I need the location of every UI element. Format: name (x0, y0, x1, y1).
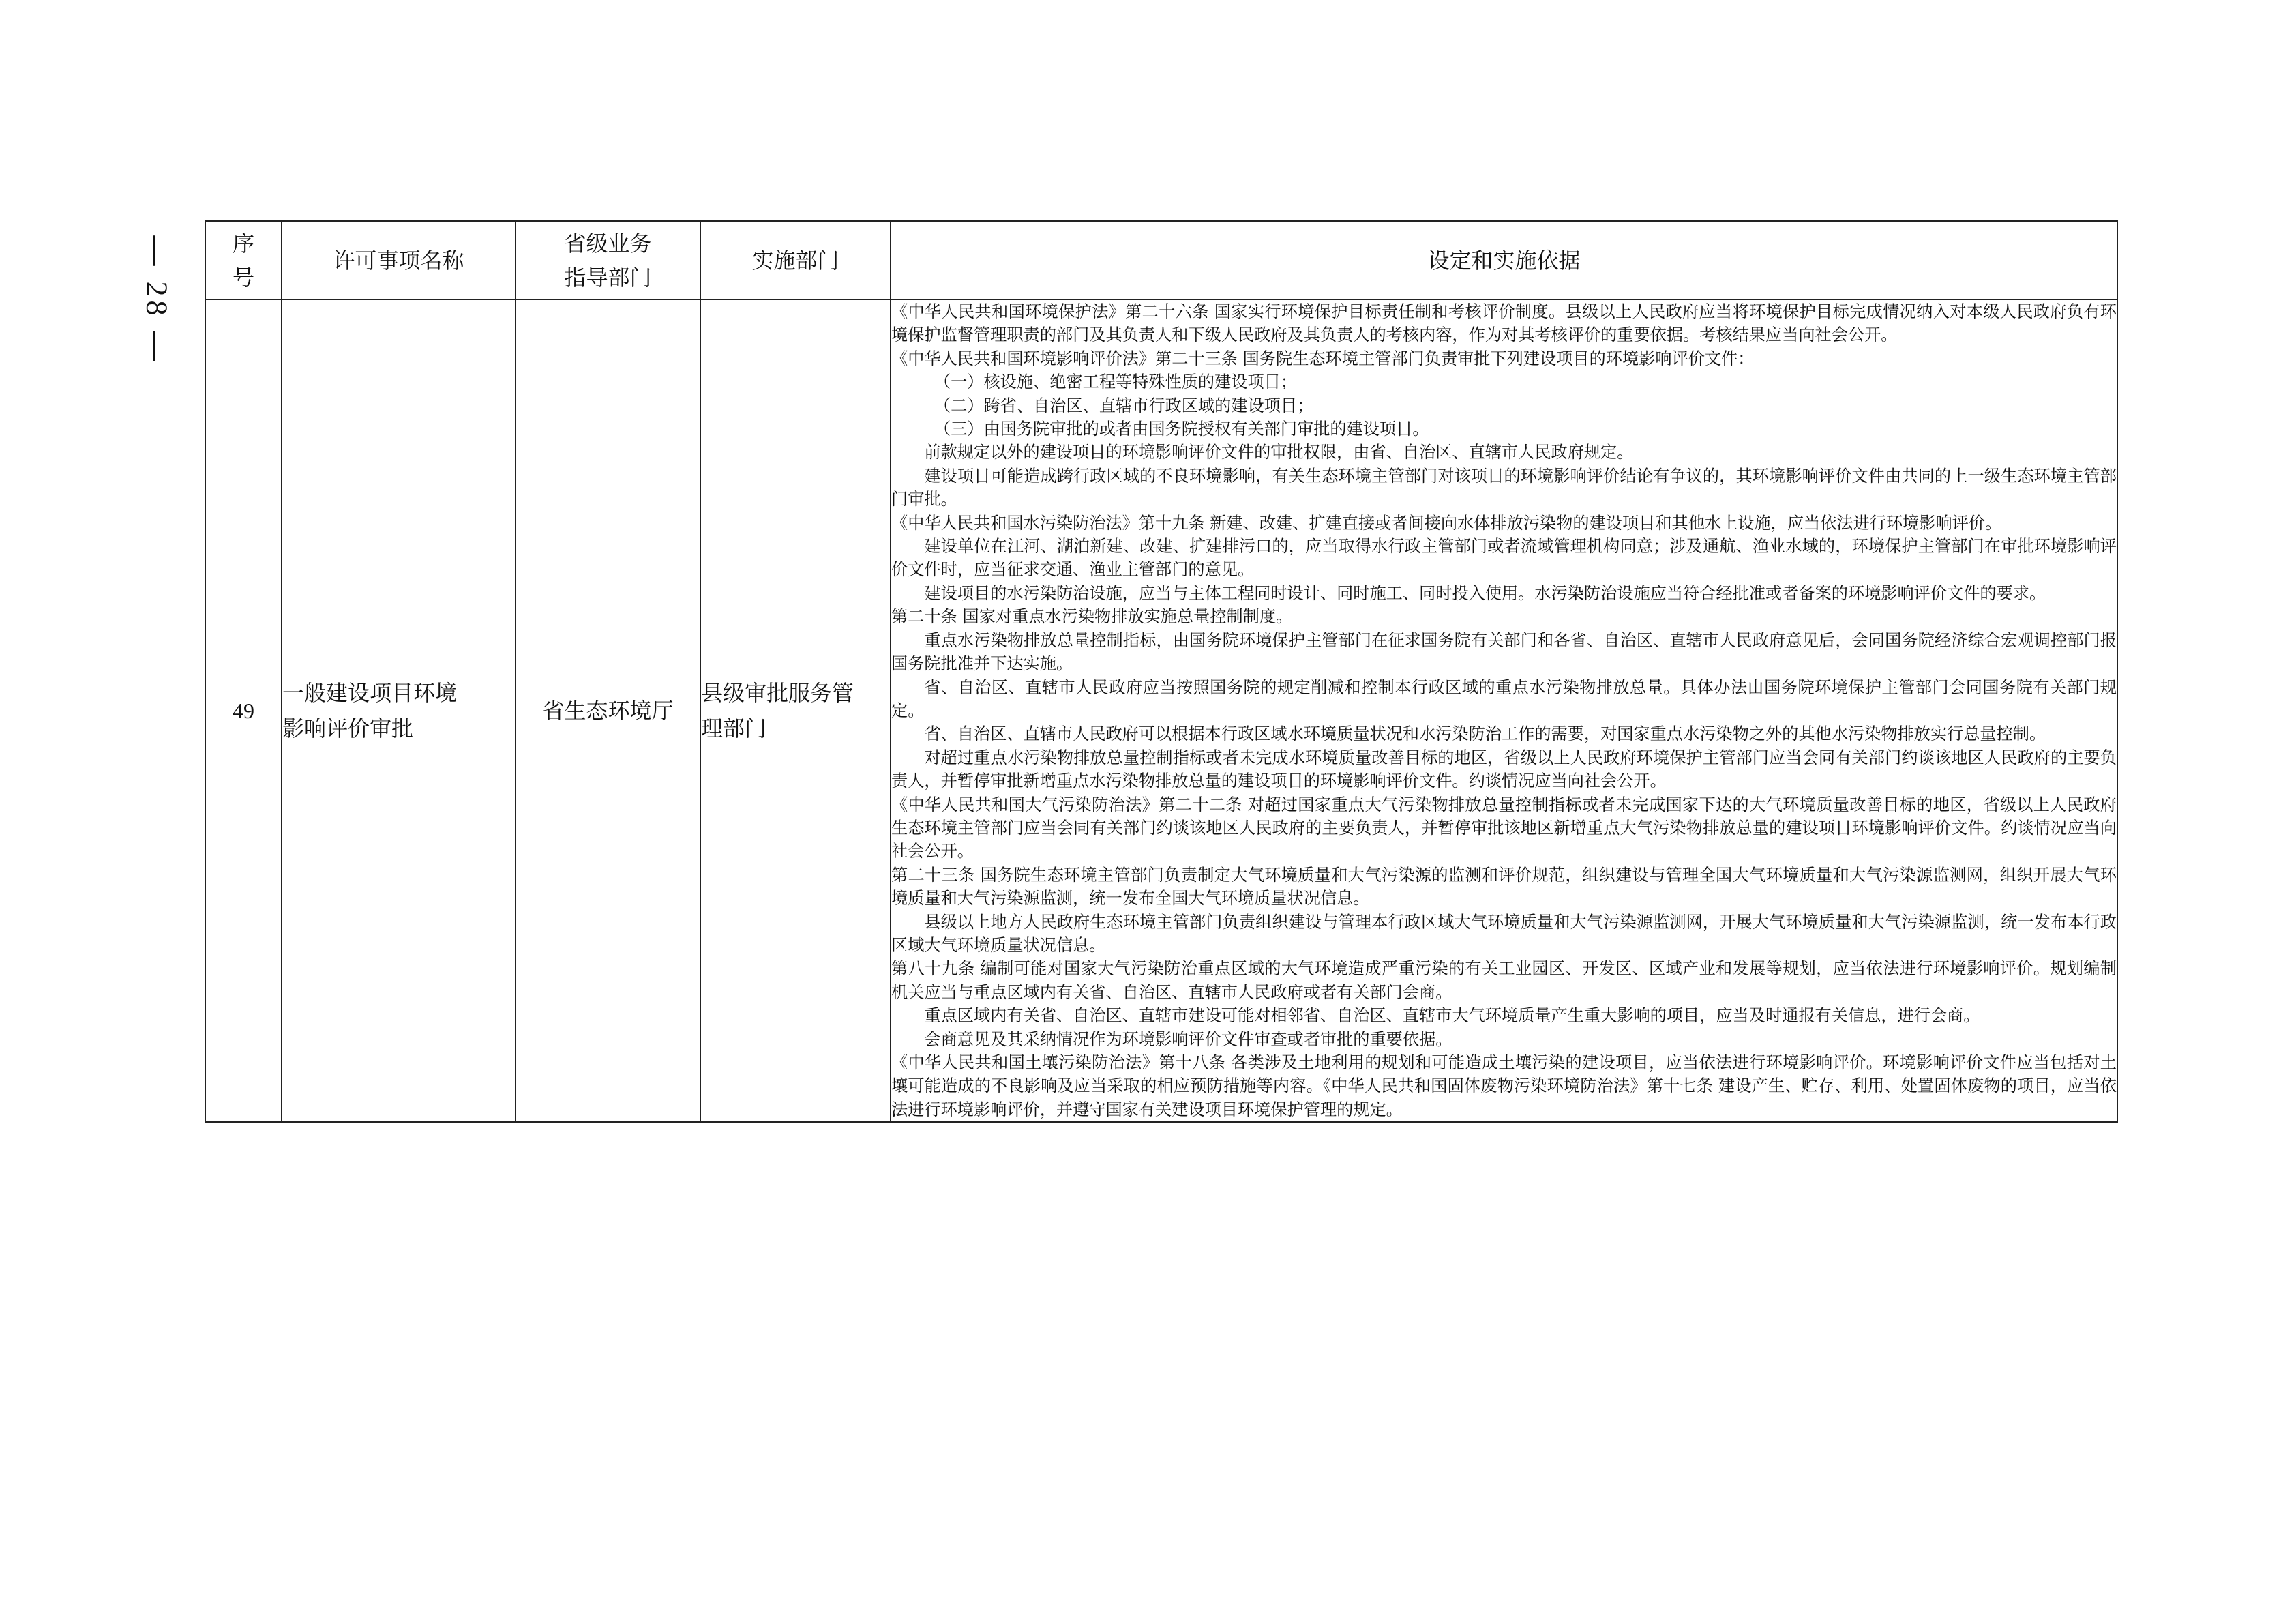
basis-paragraph: 《中华人民共和国环境保护法》第二十六条 国家实行环境保护目标责任制和考核评价制度。县级以上人民政府应当将环境保护目标完成情况纳入对本级人民政府负有环境保护监督管理职责的部门及其负责人和下级人民政府及其负责人的考核内容，作为对其考核评价的重要依据。考核结果应当向社会公开。 (891, 302, 2117, 345)
row-basis (891, 299, 2117, 1122)
basis-paragraph: 对超过重点水污染物排放总量控制指标或者未完成水环境质量改善目标的地区，省级以上人民政府环境保护主管部门应当会同有关部门约谈该地区人民政府的主要负责人，并暂停审批新增重点水污染物排放总量的建设项目的环境影响评价文件。约谈情况应当向社会公开。 (891, 748, 2117, 791)
basis-paragraph: 前款规定以外的建设项目的环境影响评价文件的审批权限，由省、自治区、直辖市人民政府规定。 (924, 443, 1634, 462)
basis-paragraph: 省、自治区、直辖市人民政府应当按照国务院的规定削减和控制本行政区域的重点水污染物排放总量。具体办法由国务院环境保护主管部门会同国务院有关部门规定。 (891, 677, 2117, 720)
basis-paragraph: 第二十条 国家对重点水污染物排放实施总量控制制度。 (891, 607, 1293, 627)
basis-paragraph: （一）核设施、绝密工程等特殊性质的建设项目； (934, 372, 1298, 392)
basis-paragraph: 重点区域内有关省、自治区、直辖市建设可能对相邻省、自治区、直辖市大气环境质量产生重大影响的项目，应当及时通报有关信息，进行会商。 (924, 1006, 1980, 1026)
row-seq: 49 (205, 299, 282, 1122)
basis-paragraph: （二）跨省、自治区、直辖市行政区域的建设项目； (934, 396, 1314, 415)
basis-paragraph: 省、自治区、直辖市人民政府可以根据本行政区域水环境质量状况和水污染防治工作的需要，对国家重点水污染物之外的其他水污染物排放实行总量控制。 (924, 724, 2046, 744)
table-header-row (205, 221, 2117, 299)
header-seq: 序号 (205, 221, 282, 299)
basis-paragraph: 《中华人民共和国大气污染防治法》第二十二条 对超过国家重点大气污染物排放总量控制指标或者未完成国家下达的大气环境质量改善目标的地区，省级以上人民政府生态环境主管部门应当会同有关部门约谈该地区人民政府的主要负责人，并暂停审批该地区新增重点大气污染物排放总量的建设项目环境影响评价文件。约谈情况应当向社会公开。 (891, 795, 2117, 861)
basis-paragraph: 建设单位在江河、湖泊新建、改建、扩建排污口的，应当取得水行政主管部门或者流域管理机构同意；涉及通航、渔业水域的，环境保护主管部门在审批环境影响评价文件时，应当征求交通、渔业主管部门的意见。 (891, 537, 2117, 580)
table-row (205, 299, 2117, 1122)
header-name: 许可事项名称 (282, 221, 516, 299)
basis-paragraph: 重点水污染物排放总量控制指标，由国务院环境保护主管部门在征求国务院有关部门和各省、自治区、直辖市人民政府意见后，会同国务院经济综合宏观调控部门报国务院批准并下达实施。 (891, 630, 2117, 674)
basis-paragraph: 建设项目可能造成跨行政区域的不良环境影响，有关生态环境主管部门对该项目的环境影响评价结论有争议的，其环境影响评价文件由共同的上一级生态环境主管部门审批。 (891, 466, 2117, 510)
row-impl-dept: 县级审批服务管理部门 (700, 299, 891, 1122)
basis-paragraph: 建设项目的水污染防治设施，应当与主体工程同时设计、同时施工、同时投入使用。水污染防治设施应当符合经批准或者备案的环境影响评价文件的要求。 (924, 583, 2046, 603)
basis-paragraph: 县级以上地方人民政府生态环境主管部门负责组织建设与管理本行政区域大气环境质量和大气污染源监测网，开展大气环境质量和大气污染源监测，统一发布本行政区域大气环境质量状况信息。 (891, 912, 2117, 955)
page-number-text: — 28 — (140, 235, 174, 365)
basis-paragraph: 《中华人民共和国环境影响评价法》第二十三条 国务院生态环境主管部门负责审批下列建设项目的环境影响评价文件： (891, 349, 1755, 368)
basis-paragraph: （三）由国务院审批的或者由国务院授权有关部门审批的建设项目。 (934, 419, 1429, 439)
basis-paragraph: 第八十九条 编制可能对国家大气污染防治重点区域的大气环境造成严重污染的有关工业园区、开发区、区域产业和发展等规划，应当依法进行环境影响评价。规划编制机关应当与重点区域内有关省、自治区、直辖市人民政府或者有关部门会商。 (891, 959, 2117, 1002)
header-guide-dept: 省级业务指导部门 (516, 221, 700, 299)
permit-table (205, 220, 2118, 1123)
basis-paragraph: 《中华人民共和国水污染防治法》第十九条 新建、改建、扩建直接或者间接向水体排放污染物的建设项目和其他水上设施，应当依法进行环境影响评价。 (891, 513, 2002, 533)
basis-paragraph: 第二十三条 国务院生态环境主管部门负责制定大气环境质量和大气污染源的监测和评价规范，组织建设与管理全国大气环境质量和大气污染源监测网，组织开展大气环境质量和大气污染源监测，统一发布全国大气环境质量状况信息。 (891, 865, 2117, 909)
basis-paragraph: 《中华人民共和国土壤污染防治法》第十八条 各类涉及土地利用的规划和可能造成土壤污染的建设项目，应当依法进行环境影响评价。环境影响评价文件应当包括对土壤可能造成的不良影响及应当采取的相应预防措施等内容。《中华人民共和国固体废物污染环境防治法》第十七条 建设产生、贮存、利用、处置固体废物的项目，应当依法进行环境影响评价，并遵守国家有关建设项目环境保护管理的规定。 (891, 1053, 2117, 1119)
page-number (123, 218, 191, 382)
row-name: 一般建设项目环境影响评价审批 (282, 299, 516, 1122)
basis-paragraph: 会商意见及其采纳情况作为环境影响评价文件审查或者审批的重要依据。 (924, 1029, 1452, 1049)
row-guide-dept: 省生态环境厅 (516, 299, 700, 1122)
header-basis: 设定和实施依据 (891, 221, 2117, 299)
header-impl-dept: 实施部门 (700, 221, 891, 299)
